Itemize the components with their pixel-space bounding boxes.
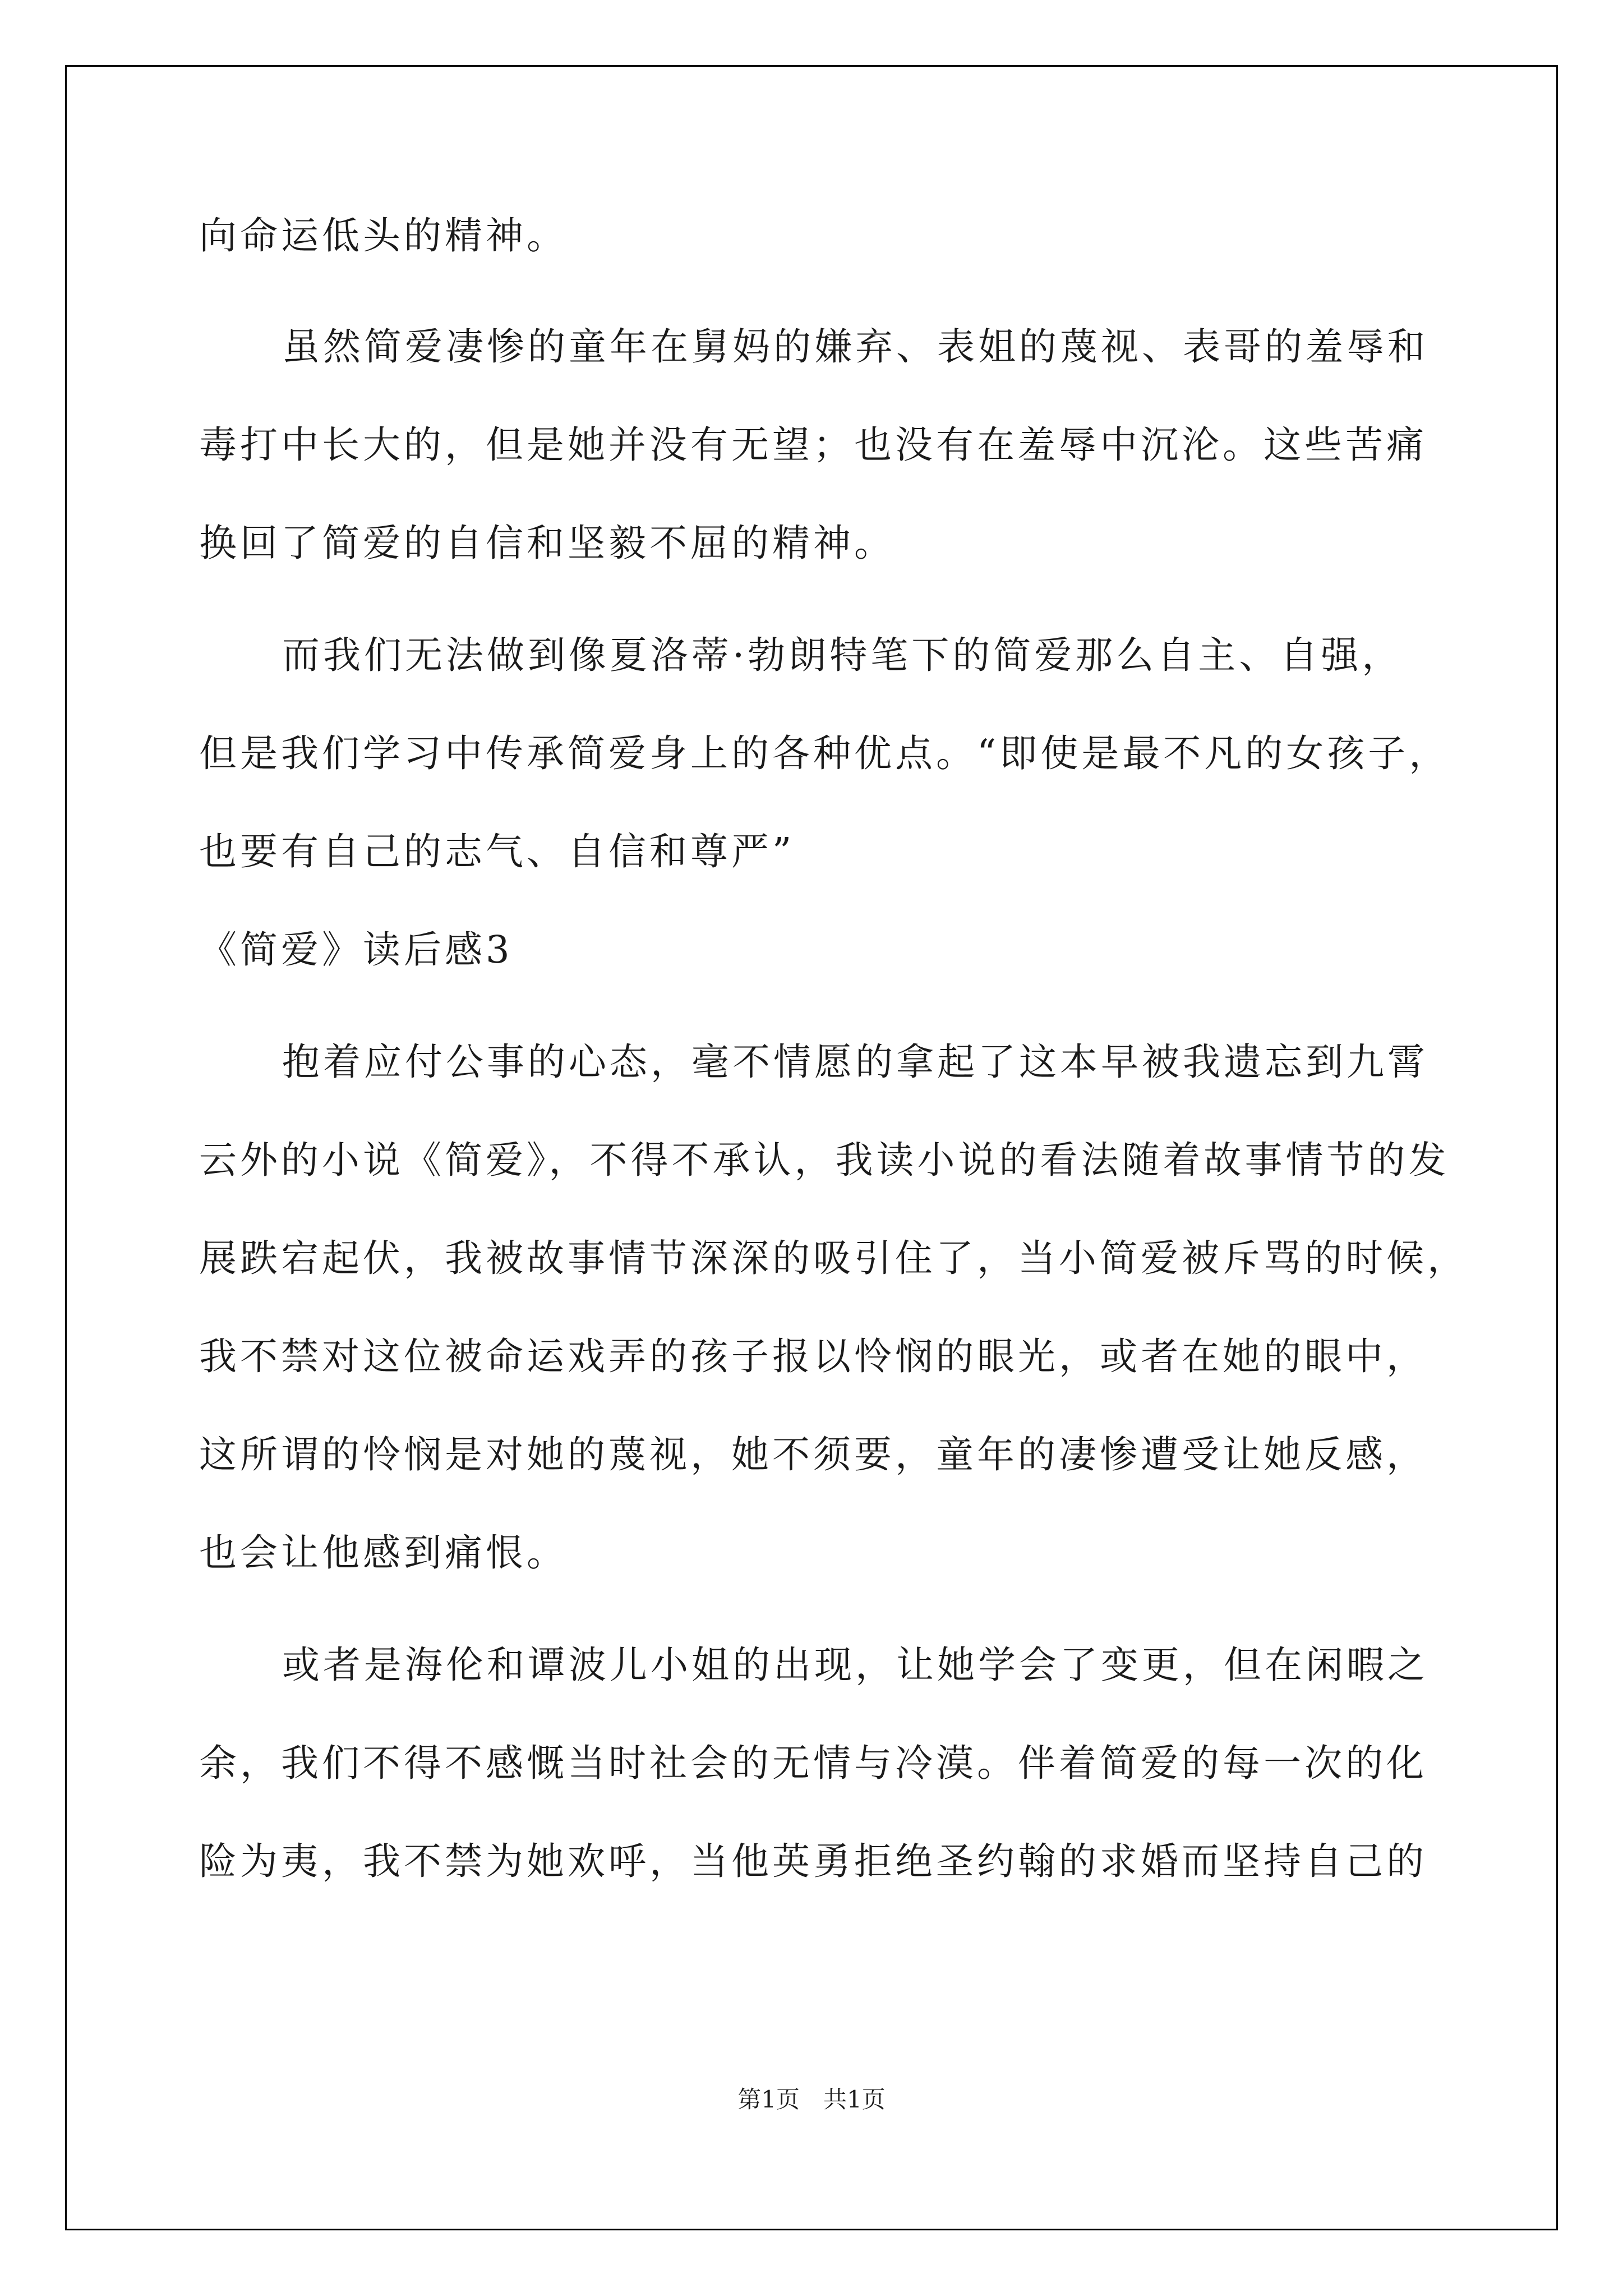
section-heading: 《简爱》读后感3 bbox=[199, 928, 513, 972]
text-line: 余，我们不得不感慨当时社会的无情与冷漠。伴着简爱的每一次的化 bbox=[199, 1741, 1427, 1785]
paragraph-start-line: 或者是海伦和谭波儿小姐的出现，让她学会了变更，但在闲暇之 bbox=[282, 1643, 1428, 1687]
text-line: 我不禁对这位被命运戏弄的孩子报以怜悯的眼光，或者在她的眼中， bbox=[199, 1335, 1427, 1378]
paragraph-start-line: 虽然简爱凄惨的童年在舅妈的嫌弃、表姐的蔑视、表哥的羞辱和 bbox=[282, 325, 1428, 369]
text-line: 云外的小说《简爱》，不得不承认，我读小说的看法随着故事情节的发 bbox=[199, 1138, 1450, 1182]
text-line: 毒打中长大的，但是她并没有无望；也没有在羞辱中沉沦。这些苦痛 bbox=[199, 423, 1427, 467]
page-footer: 第1页 共1页 bbox=[737, 2086, 886, 2113]
text-line: 这所谓的怜悯是对她的蔑视，她不须要，童年的凄惨遭受让她反感， bbox=[199, 1433, 1427, 1476]
text-line: 向命运低头的精神。 bbox=[199, 214, 568, 257]
text-line: 险为夷，我不禁为她欢呼，当他英勇拒绝圣约翰的求婚而坚持自己的 bbox=[199, 1839, 1427, 1883]
text-line: 也会让他感到痛恨。 bbox=[199, 1531, 568, 1575]
text-line: 也要有自己的志气、自信和尊严” bbox=[199, 830, 795, 873]
text-line: 但是我们学习中传承简爱身上的各种优点。“即使是最不凡的女孩子， bbox=[199, 731, 1450, 775]
text-line: 换回了简爱的自信和坚毅不屈的精神。 bbox=[199, 521, 895, 565]
paragraph-start-line: 而我们无法做到像夏洛蒂·勃朗特笔下的简爱那么自主、自强， bbox=[282, 633, 1403, 677]
paragraph-start-line: 抱着应付公事的心态，毫不情愿的拿起了这本早被我遗忘到九霄 bbox=[282, 1040, 1428, 1084]
text-line: 展跌宕起伏，我被故事情节深深的吸引住了，当小简爱被斥骂的时候， bbox=[199, 1236, 1468, 1280]
